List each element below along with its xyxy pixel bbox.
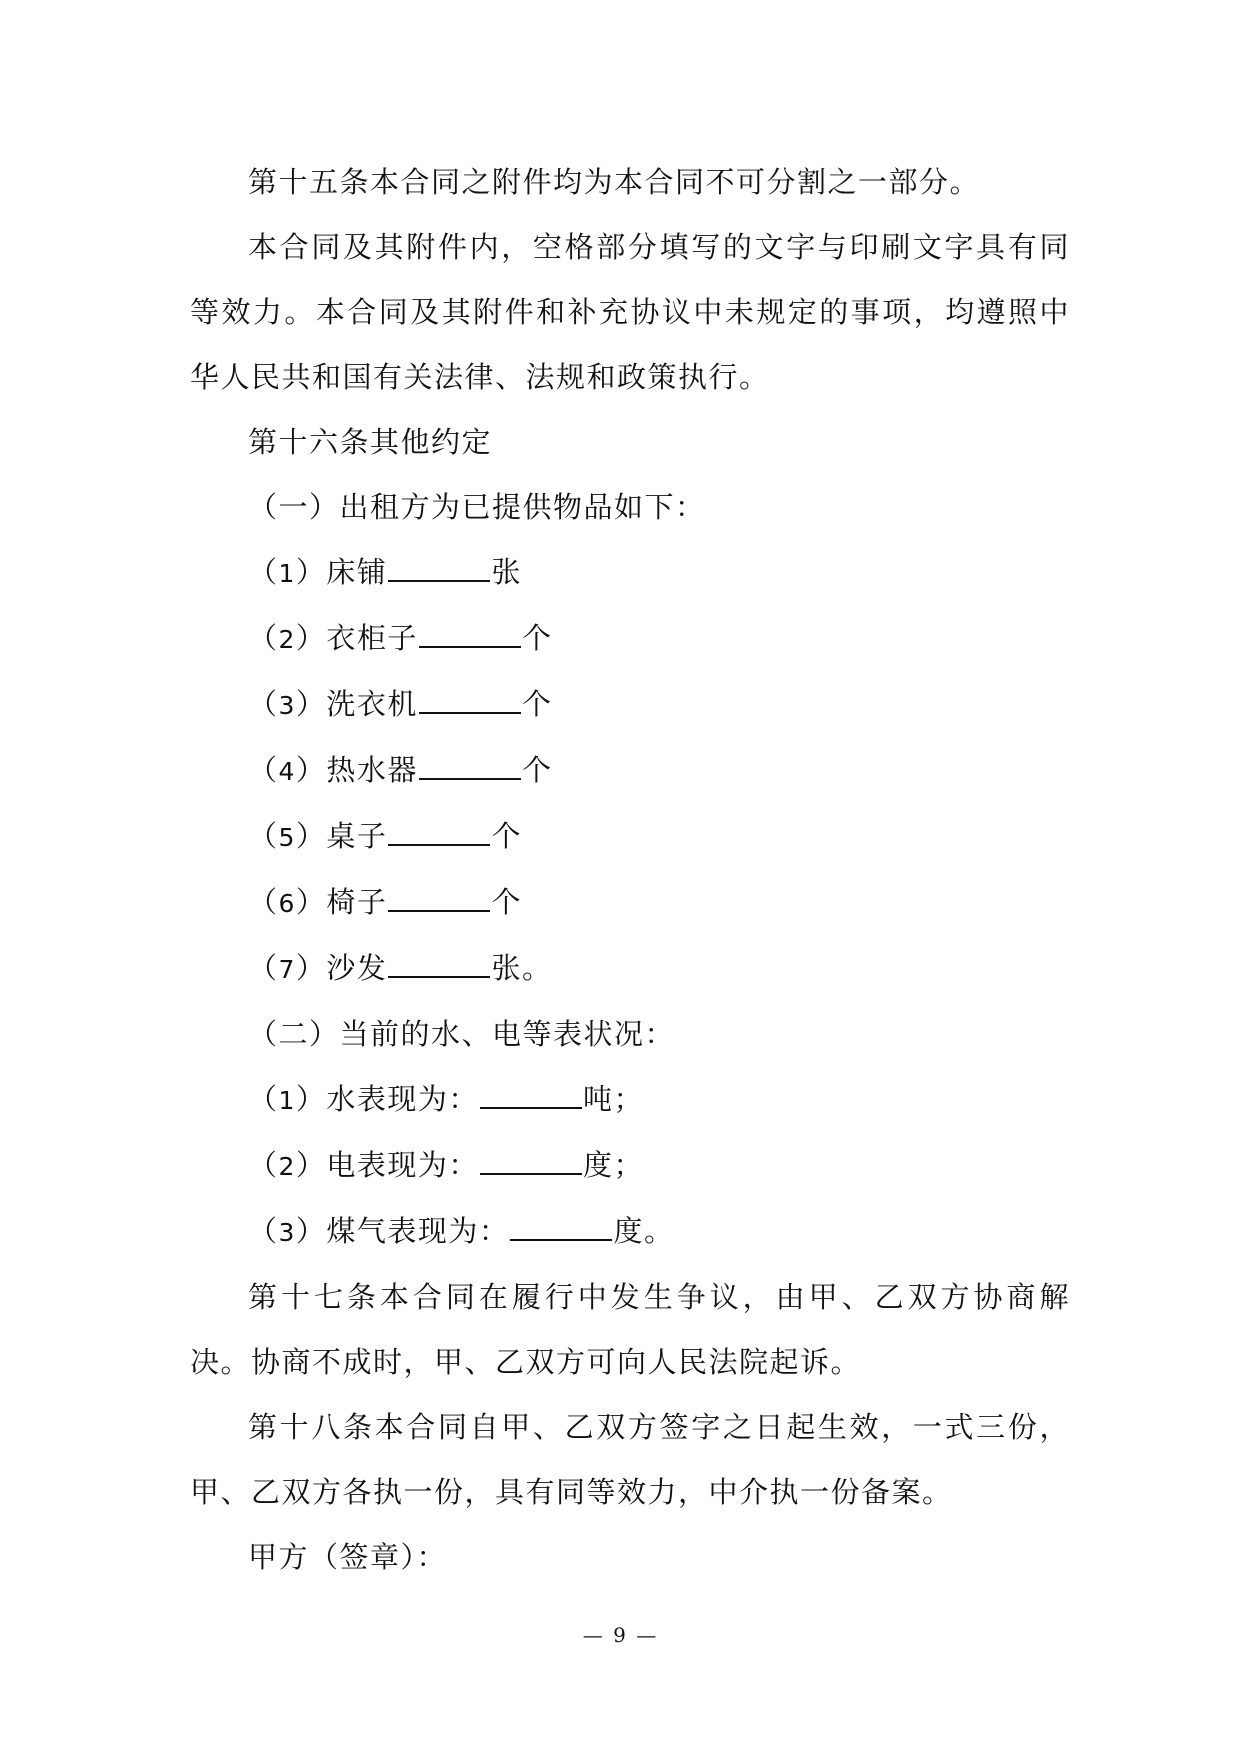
list-item-wardrobe: （2）衣柜子 个 [248, 621, 553, 655]
fill-blank [419, 752, 521, 780]
list-item-water-heater: （4）热水器 个 [248, 753, 553, 787]
fill-blank [480, 1147, 582, 1175]
list-item-chair: （6）椅子 个 [248, 885, 522, 919]
list-item-electric-meter: （2）电表现为： 度； [248, 1148, 644, 1182]
fill-blank [388, 554, 490, 582]
list-item-bed: （1）床铺 张 [248, 555, 522, 589]
paragraph-items-heading: （一）出租方为已提供物品如下： [248, 490, 706, 524]
list-item-water-meter: （1）水表现为： 吨； [248, 1082, 644, 1116]
document-body [190, 150, 1070, 1590]
paragraph-party-a-signature: 甲方（签章）： [248, 1540, 448, 1574]
paragraph-article-18: 第十八条本合同自甲、乙双方签字之日起生效，一式三份，甲、乙双方各执一份，具有同等效力，中介执一份备案。 [190, 1410, 1070, 1509]
paragraph-article-16: 第十六条其他约定 [248, 425, 493, 459]
list-item-table: （5）桌子 个 [248, 819, 522, 853]
list-item-sofa: （7）沙发 张。 [248, 951, 553, 985]
list-item-washing-machine: （3）洗衣机 个 [248, 687, 553, 721]
paragraph-article-17: 第十七条本合同在履行中发生争议，由甲、乙双方协商解决。协商不成时，甲、乙双方可向人民法院起诉。 [190, 1280, 1070, 1379]
fill-blank [480, 1081, 582, 1109]
paragraph-meters-heading: （二）当前的水、电等表状况： [248, 1017, 676, 1051]
paragraph-effect-clause: 本合同及其附件内，空格部分填写的文字与印刷文字具有同等效力。本合同及其附件和补充协议中未规定的事项，均遵照中华人民共和国有关法律、法规和政策执行。 [190, 230, 1070, 394]
fill-blank [419, 620, 521, 648]
fill-blank [388, 818, 490, 846]
fill-blank [510, 1213, 612, 1241]
page-number: — 9 — [582, 1623, 659, 1647]
fill-blank [388, 950, 490, 978]
paragraph-article-15: 第十五条本合同之附件均为本合同不可分割之一部分。 [248, 165, 981, 199]
fill-blank [419, 686, 521, 714]
fill-blank [388, 884, 490, 912]
list-item-gas-meter: （3）煤气表现为： 度。 [248, 1214, 675, 1248]
